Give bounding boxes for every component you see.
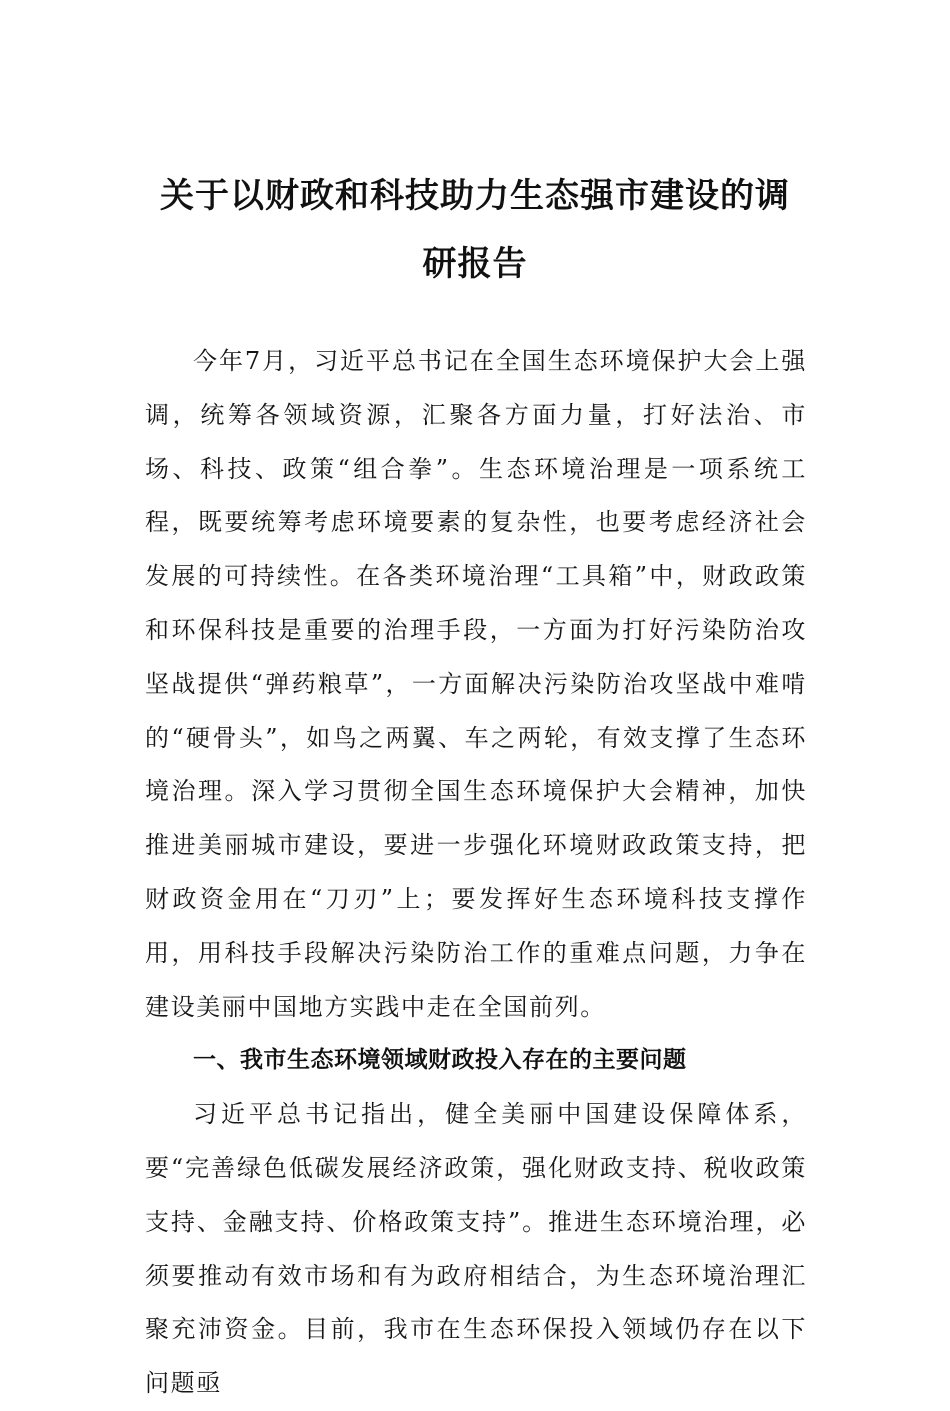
paragraph-intro: 今年7月，习近平总书记在全国生态环境保护大会上强调，统筹各领域资源，汇聚各方面力量，打好法治、市场、科技、政策“组合拳”。生态环境治理是一项系统工程，既要统筹考虑环境要素的复杂性，也要考虑经济社会发展的可持续性。在各类环境治理“工具箱”中，财政政策和环保科技是重要的治理手段，一方面为打好污染防治攻坚战提供“弹药粮草”，一方面解决污染防治攻坚战中难啃的“硬骨头”，如鸟之两翼、车之两轮，有效支撑了生态环境治理。深入学习贯彻全国生态环境保护大会精神，加快推进美丽城市建设，要进一步强化环境财政政策支持，把财政资金用在“刀刃”上；要发挥好生态环境科技支撑作用，用科技手段解决污染防治工作的重难点问题，力争在建设美丽中国地方实践中走在全国前列。 <box>145 347 807 1021</box>
section-heading-1: 一、我市生态环境领域财政投入存在的主要问题 <box>193 1047 687 1074</box>
document-title-line-1: 关于以财政和科技助力生态强市建设的调 <box>160 176 790 216</box>
document-body <box>145 335 807 1411</box>
paragraph-section-1: 习近平总书记指出，健全美丽中国建设保障体系，要“完善绿色低碳发展经济政策，强化财政支持、税收政策支持、金融支持、价格政策支持”。推进生态环境治理，必须要推动有效市场和有为政府相结合，为生态环境治理汇聚充沛资金。目前，我市在生态环保投入领域仍存在以下问题亟 <box>145 1100 807 1398</box>
document-title-line-2: 研报告 <box>422 244 528 284</box>
